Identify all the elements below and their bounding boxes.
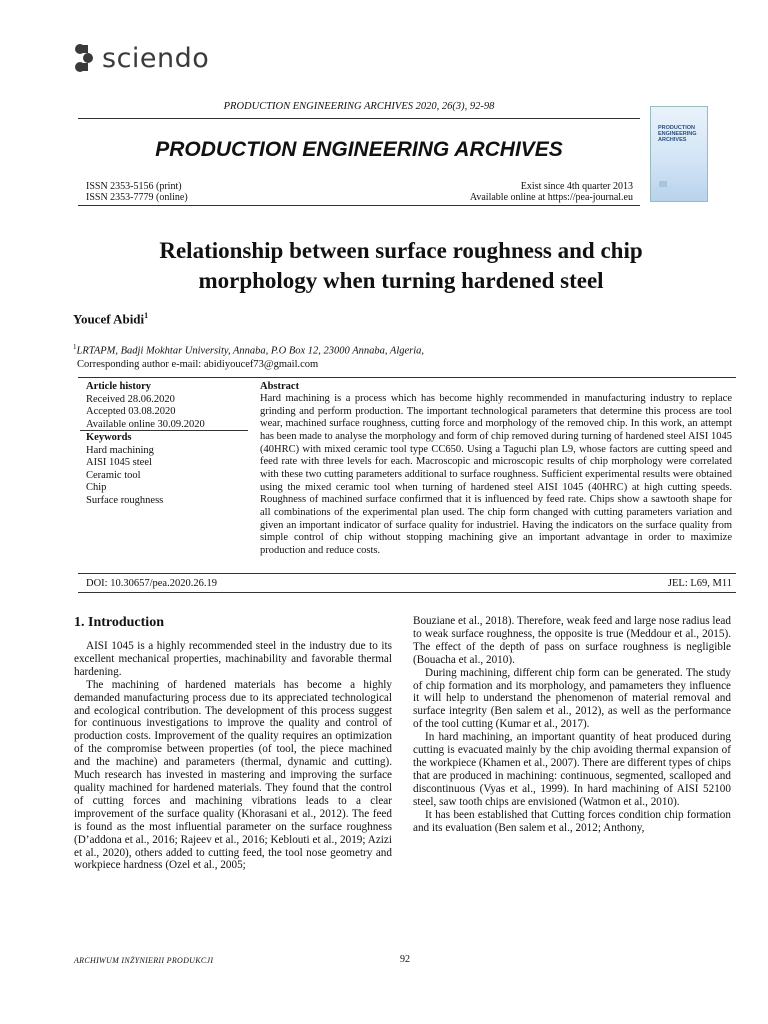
footer-journal: ARCHIWUM INŻYNIERII PRODUKCJI <box>74 956 214 965</box>
keyword: Chip <box>86 482 107 494</box>
page-number: 92 <box>400 954 410 965</box>
journal-title: PRODUCTION ENGINEERING ARCHIVES <box>155 138 563 161</box>
paragraph: During machining, different chip form can be generated. The study of chip formation and its morphology, and pamameters they influence it will help to understand the phenomenon of material removal and surface integrity (Ben salem et al., 2012), as well as the performance of the tool cutting (Kumar et al., 2017). <box>413 666 731 731</box>
paper-title-line: Relationship between surface roughness and chip <box>159 238 643 263</box>
body-column-left <box>74 640 392 872</box>
affiliation <box>73 341 424 371</box>
paper-title <box>78 236 724 296</box>
paragraph: It has been established that Cutting forces condition chip formation and its evaluation (Ben salem et al., 2012; Anthony, <box>413 808 731 834</box>
author-sup: 1 <box>144 311 149 320</box>
exist-since: Exist since 4th quarter 2013 <box>520 181 633 192</box>
sciendo-logo <box>72 42 209 74</box>
cover-line: ARCHIVES <box>658 137 687 143</box>
doi[interactable]: DOI: 10.30657/pea.2020.26.19 <box>86 578 217 589</box>
issn-block <box>86 181 188 203</box>
article-history <box>86 381 205 431</box>
affiliation-text: LRTAPM, Badji Mokhtar University, Annaba, P.O Box 12, 23000 Annaba, Algeria, <box>76 345 425 357</box>
cover-line: PRODUCTION <box>658 125 695 131</box>
jel-codes: JEL: L69, M11 <box>667 578 732 589</box>
article-history-heading: Article history <box>86 381 152 392</box>
availability-block <box>400 181 633 203</box>
keyword: AISI 1045 steel <box>86 457 152 469</box>
cover-emblem-icon <box>659 181 667 187</box>
keywords-heading: Keywords <box>86 432 132 443</box>
accepted-date: Accepted 03.08.2020 <box>86 406 176 417</box>
divider <box>78 118 640 119</box>
sciendo-logo-icon <box>72 43 96 73</box>
abstract-heading: Abstract <box>260 381 300 392</box>
paragraph: AISI 1045 is a highly recommended steel in the industry due to its excellent mechanical properties, machinability and favorable thermal hardening. <box>74 640 392 678</box>
received-date: Received 28.06.2020 <box>86 393 175 405</box>
paper-title-line: morphology when turning hardened steel <box>198 268 604 293</box>
journal-cover-image <box>650 106 708 202</box>
corresponding-author: Corresponding author e-mail: abidiyoucef73@gmail.com <box>77 358 319 370</box>
abstract-text: Hard machining is a process which has become highly recommended in manufacturing industry to replace grinding and perform production. The important technological parameters that determine this process are tool wear, machined surface roughness, cutting force and morphology of the removed chip. In this work, an attempt has been made to analyse the morphology and form of chip removed during turning of hardened steel AISI 1045 (40HRC) with mixed ceramic tool type CC650. Using a Taguchi plan L9, whose factors are cutting speed and feed rate with three levels for each. Macroscopic and microscopic results of chip morphology were correlated with these two cutting parameters additional to surface roughness. Sufficient experimental results were obtained using the mixed ceramic tool when turning of hardened steel AISI 1045 (40HRC) at high cutting speeds. Roughness of machined surface confirmed that it is influenced by feed rate. Chips show a sawtooth shape for all combinations of the experimental plan used. The chip form changed with cutting parameters variation and given an important indicator of surface quality for industriel. Having the indicators on the surface quality from simple control of chip without stopping machining give an important advantage in order to maximize production and reduce costs. <box>260 393 732 556</box>
keyword: Hard machining <box>86 444 154 456</box>
divider <box>78 377 736 378</box>
issn-online: ISSN 2353-7779 (online) <box>86 192 188 203</box>
cover-line: ENGINEERING <box>658 131 697 137</box>
author <box>73 311 148 327</box>
publisher-name: sciendo <box>102 42 210 74</box>
paragraph: Bouziane et al., 2018). Therefore, weak feed and large nose radius lead to weak surface roughness, the opposite is true (Meddour et al., 2015). The effect of the depth of pass on surface roughness is negligible (Bouacha et al., 2010). <box>413 615 731 666</box>
divider <box>78 205 640 206</box>
keyword: Ceramic tool <box>86 469 141 481</box>
affiliation-sup: 1 <box>73 343 77 351</box>
paragraph: In hard machining, an important quantity of heat produced during cutting is evacuated mainly by the chip avoiding thermal expansion of the workpiece (Khamen et al., 2007). There are different types of chips that are produced in machining: continuous, segmented, scalloped and discontinuous (Vyas et al., 1999). In hard machining of AISI 52100 steel, saw tooth chips are envisioned (Watmon et al., 2010). <box>413 731 731 808</box>
section-heading: 1. Introduction <box>74 615 164 630</box>
keyword: Surface roughness <box>86 494 164 506</box>
divider <box>80 430 248 431</box>
available-online: Available online at https://pea-journal.eu <box>469 192 633 203</box>
keywords <box>86 432 163 508</box>
cover-title <box>658 125 697 143</box>
issn-print: ISSN 2353-5156 (print) <box>86 181 182 192</box>
body-column-right <box>413 615 731 834</box>
divider <box>78 592 736 593</box>
available-date: Available online 30.09.2020 <box>86 418 205 430</box>
divider <box>78 573 736 574</box>
paragraph: The machining of hardened materials has become a highly demanded manufacturing process due to its appreciated technological and ecological contribution. The development of this process suggest for continuous investigations to improve the quality and control of production costs. Improvement of the quality requires an optimization of the compromise between properties (of tool, the piece machined and the machine) and parameters (thermal, dynamic and cutting). Much research has invested in mastering and improving the surface quality machined for hardened materials. They found that the control of cutting forces and machining vibrations leads to a clear improvement of the surface quality (Khorasani et al., 2012). The feed is found as the most influential parameter on the surface roughness (D’addona et al., 2016; Rajeev et al., 2016; Keblouti et al., 2019; Azizi et al., 2020), others added to cutting feed, the tool nose geometry and workpiece hardness (Ozel et al., 2005; <box>74 678 392 872</box>
running-header: PRODUCTION ENGINEERING ARCHIVES 2020, 26(3), 92-98 <box>223 101 495 112</box>
author-name: Youcef Abidi <box>73 311 145 327</box>
